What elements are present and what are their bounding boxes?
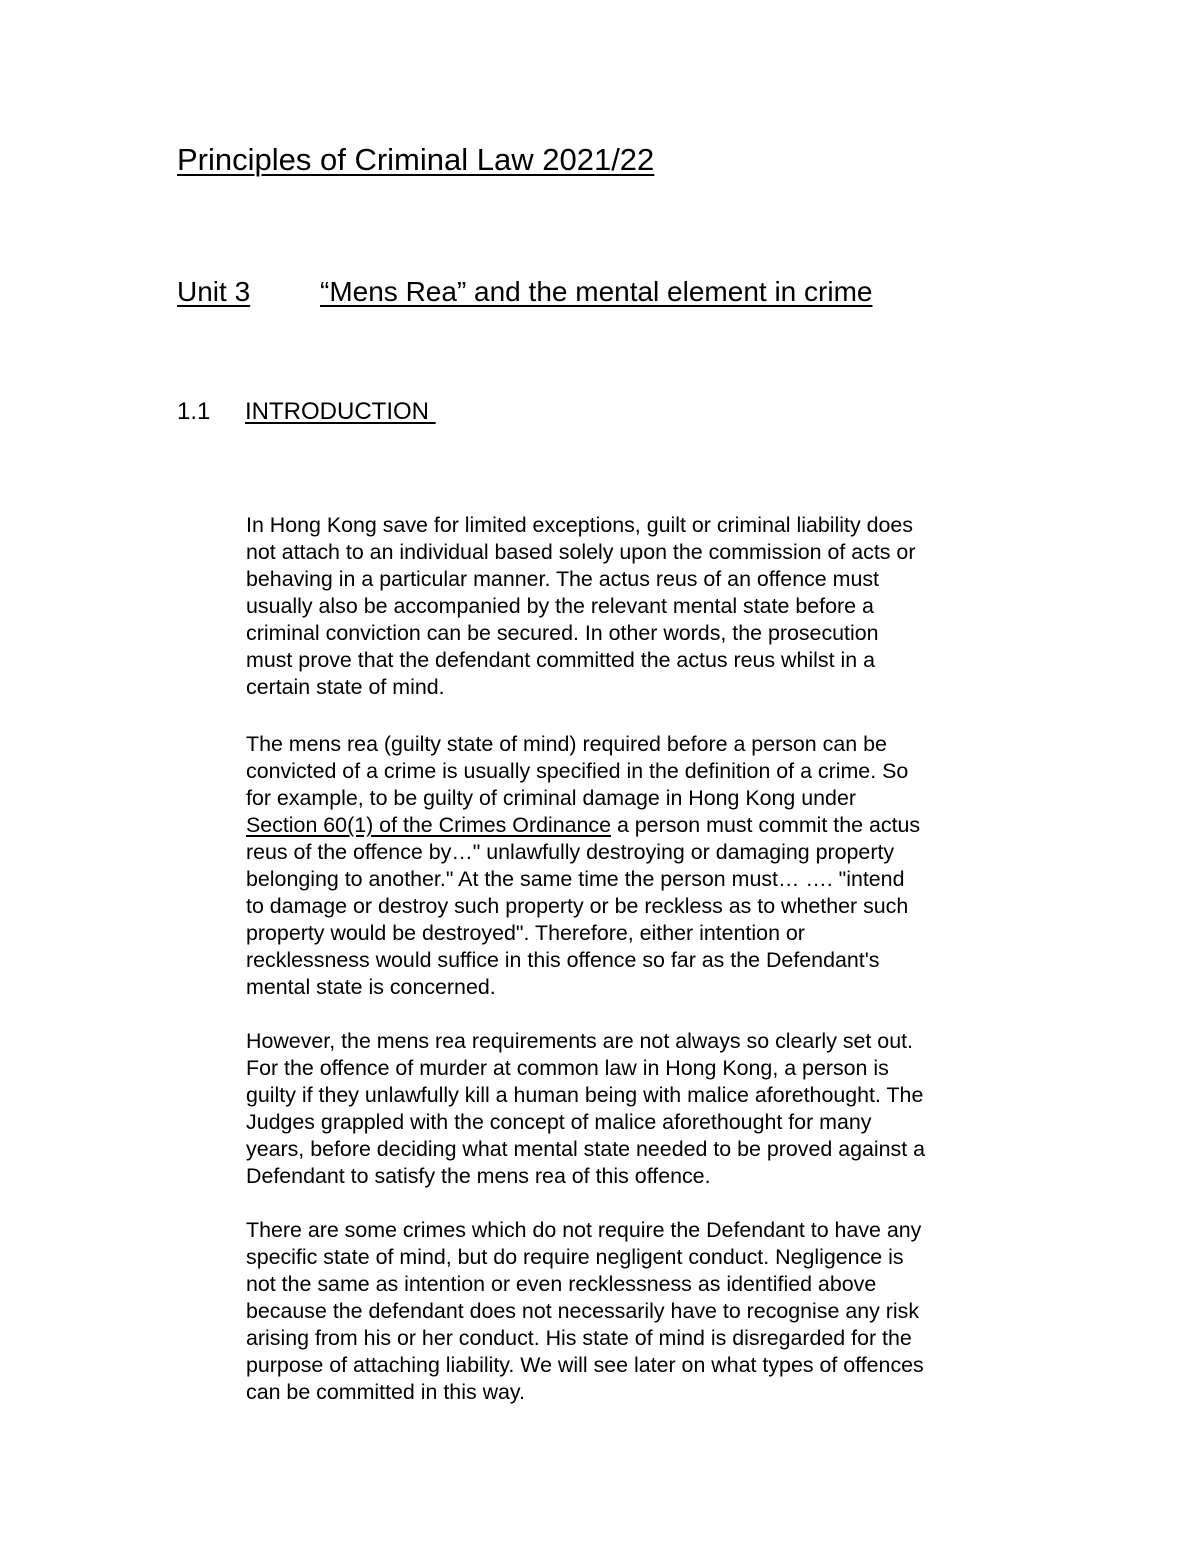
- text-line: criminal conviction can be secured. In other words, the prosecution: [246, 621, 879, 645]
- paragraph-murder-malice: [246, 1028, 1006, 1190]
- text-line: arising from his or her conduct. His state of mind is disregarded for the: [246, 1326, 912, 1350]
- text-line: specific state of mind, but do require negligent conduct. Negligence is: [246, 1245, 904, 1269]
- text-line: not the same as intention or even recklessness as identified above: [246, 1272, 877, 1296]
- unit-title: “Mens Rea” and the mental element in crime: [320, 276, 873, 307]
- text-line: recklessness would suffice in this offence so far as the Defendant's: [246, 948, 880, 972]
- text-line: For the offence of murder at common law in Hong Kong, a person is: [246, 1056, 889, 1080]
- section-label: INTRODUCTION: [245, 398, 436, 425]
- unit-label: Unit 3: [177, 276, 251, 307]
- text-fragment: a person must commit the actus: [611, 813, 921, 837]
- text-line: certain state of mind.: [246, 675, 445, 699]
- text-line: There are some crimes which do not require the Defendant to have any: [246, 1218, 922, 1242]
- text-line: [246, 812, 1006, 839]
- text-line: can be committed in this way.: [246, 1380, 525, 1404]
- text-line: property would be destroyed". Therefore, either intention or: [246, 921, 805, 945]
- text-line: not attach to an individual based solely upon the commission of acts or: [246, 540, 916, 564]
- text-line: because the defendant does not necessarily have to recognise any risk: [246, 1299, 920, 1323]
- text-line: purpose of attaching liability. We will see later on what types of offences: [246, 1353, 924, 1377]
- text-line: must prove that the defendant committed the actus reus whilst in a: [246, 648, 875, 672]
- text-line: for example, to be guilty of criminal damage in Hong Kong under: [246, 786, 856, 810]
- text-line: In Hong Kong save for limited exceptions, guilt or criminal liability does: [246, 513, 913, 537]
- text-line: reus of the offence by…" unlawfully destroying or damaging property: [246, 840, 895, 864]
- paragraph-mens-rea-definition: [246, 731, 1006, 1001]
- text-line: belonging to another." At the same time the person must… …. "intend: [246, 867, 905, 891]
- text-line: guilty if they unlawfully kill a human being with malice aforethought. The: [246, 1083, 924, 1107]
- text-line: to damage or destroy such property or be reckless as to whether such: [246, 894, 909, 918]
- paragraph-negligence: [246, 1217, 1006, 1406]
- text-line: behaving in a particular manner. The actus reus of an offence must: [246, 567, 879, 591]
- section-heading: [177, 395, 436, 429]
- section-number: 1.1: [177, 398, 211, 425]
- crimes-ordinance-link[interactable]: Section 60(1) of the Crimes Ordinance: [246, 813, 611, 837]
- text-line: However, the mens rea requirements are not always so clearly set out.: [246, 1029, 913, 1053]
- text-line: convicted of a crime is usually specified in the definition of a crime. So: [246, 759, 909, 783]
- text-line: The mens rea (guilty state of mind) required before a person can be: [246, 732, 887, 756]
- text-line: Judges grappled with the concept of malice aforethought for many: [246, 1110, 872, 1134]
- text-line: mental state is concerned.: [246, 975, 496, 999]
- unit-heading: [177, 273, 873, 311]
- document-title: Principles of Criminal Law 2021/22: [177, 142, 655, 177]
- text-line: Defendant to satisfy the mens rea of this offence.: [246, 1164, 711, 1188]
- paragraph-introduction: [246, 512, 1006, 701]
- text-line: usually also be accompanied by the relevant mental state before a: [246, 594, 874, 618]
- text-line: years, before deciding what mental state needed to be proved against a: [246, 1137, 926, 1161]
